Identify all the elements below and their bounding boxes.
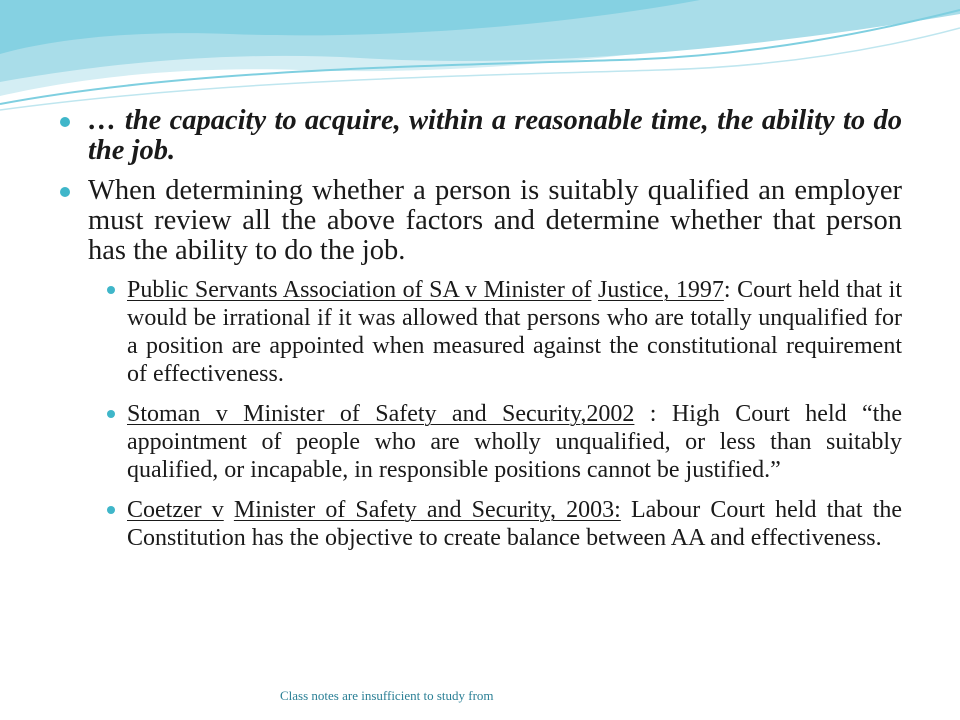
case-summary: : High Court held “the appointment of people who are wholly unqualified, or less than suitably qualified, or incapable, in responsible positions cannot be justified.” — [127, 401, 902, 483]
bullet-capacity-definition — [60, 106, 902, 166]
bullet-dot — [60, 187, 70, 197]
case-year: Minister of Safety and Security, 2003: — [233, 497, 621, 523]
sub-bullet-dot — [107, 506, 115, 514]
case-title: Stoman v Minister of Safety and Security,2002 — [127, 401, 635, 427]
case-title: Coetzer v — [127, 497, 224, 523]
slide-content — [60, 106, 902, 564]
case-coetzer-v-minister — [60, 496, 902, 552]
case-year: Justice, 1997 — [598, 277, 724, 303]
case-stoman-v-minister — [60, 400, 902, 484]
case-summary: : Court held that it would be irrational if it was allowed that persons who are totally unqualified for a position are appointed when measured against the constitutional requirement of effectiveness. — [127, 277, 903, 387]
sub-bullet-dot — [107, 286, 115, 294]
case-title: Public Servants Association of SA v Minister of — [127, 277, 592, 303]
case-psa-v-minister-of-justice — [60, 276, 902, 388]
case-summary: Labour Court held that the Constitution has the objective to create balance between AA and effectiveness. — [127, 497, 903, 551]
bullet-text: When determining whether a person is suitably qualified an employer must review all the above factors and determine whether that person has the ability to do the job. — [88, 175, 902, 266]
case-title-separator — [224, 497, 234, 523]
bullet-dot — [60, 117, 70, 127]
bullet-text: … the capacity to acquire, within a reasonable time, the ability to do the job. — [88, 105, 902, 166]
header-wave-decoration — [0, 0, 960, 120]
footer-note: Class notes are insufficient to study from — [280, 688, 494, 703]
sub-bullet-dot — [107, 410, 115, 418]
bullet-determining-qualification — [60, 176, 902, 266]
